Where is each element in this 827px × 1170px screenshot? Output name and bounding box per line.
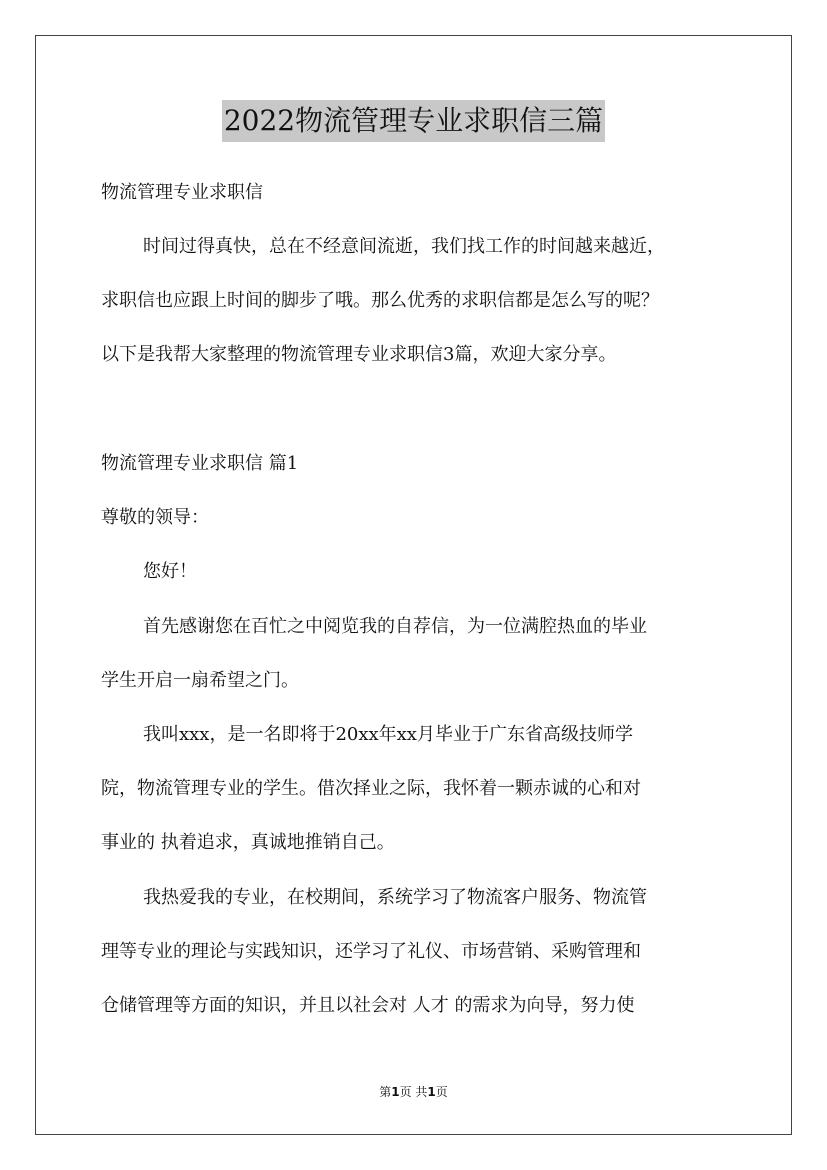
- document-title: 2022物流管理专业求职信三篇: [222, 100, 605, 142]
- paragraph-line: 我热爱我的专业，在校期间，系统学习了物流客户服务、物流管: [143, 887, 647, 908]
- footer-mid: 页 共: [399, 1085, 428, 1099]
- footer-page-total: 1: [427, 1085, 436, 1099]
- section-heading: 物流管理专业求职信: [101, 182, 263, 203]
- footer-page-number: 1: [391, 1085, 400, 1099]
- salutation: 尊敬的领导：: [101, 507, 209, 528]
- paragraph-line: 求职信也应跟上时间的脚步了哦。那么优秀的求职信都是怎么写的呢？: [101, 290, 659, 311]
- paragraph-line: 理等专业的理论与实践知识，还学习了礼仪、市场营销、采购管理和: [101, 941, 641, 962]
- paragraph-line: 我叫xxx，是一名即将于20xx年xx月毕业于广东省高级技师学: [143, 724, 633, 745]
- greeting: 您好！: [143, 561, 197, 582]
- paragraph-line: 首先感谢您在百忙之中阅览我的自荐信，为一位满腔热血的毕业: [143, 616, 647, 637]
- page-footer: [0, 1084, 827, 1100]
- paragraph-line: 学生开启一扇希望之门。: [101, 670, 299, 691]
- paragraph-line: 院，物流管理专业的学生。借次择业之际，我怀着一颗赤诚的心和对: [101, 778, 641, 799]
- title-container: [0, 100, 827, 142]
- paragraph-line: 以下是我帮大家整理的物流管理专业求职信3篇，欢迎大家分享。: [101, 344, 617, 365]
- footer-prefix: 第: [379, 1085, 392, 1099]
- section-heading: 物流管理专业求职信 篇1: [101, 453, 299, 474]
- footer-suffix: 页: [435, 1085, 448, 1099]
- paragraph-line: 仓储管理等方面的知识，并且以社会对 人才 的需求为向导，努力使: [101, 995, 635, 1016]
- paragraph-line: 时间过得真快，总在不经意间流逝，我们找工作的时间越来越近，: [143, 236, 665, 257]
- paragraph-line: 事业的 执着追求，真诚地推销自己。: [101, 832, 395, 853]
